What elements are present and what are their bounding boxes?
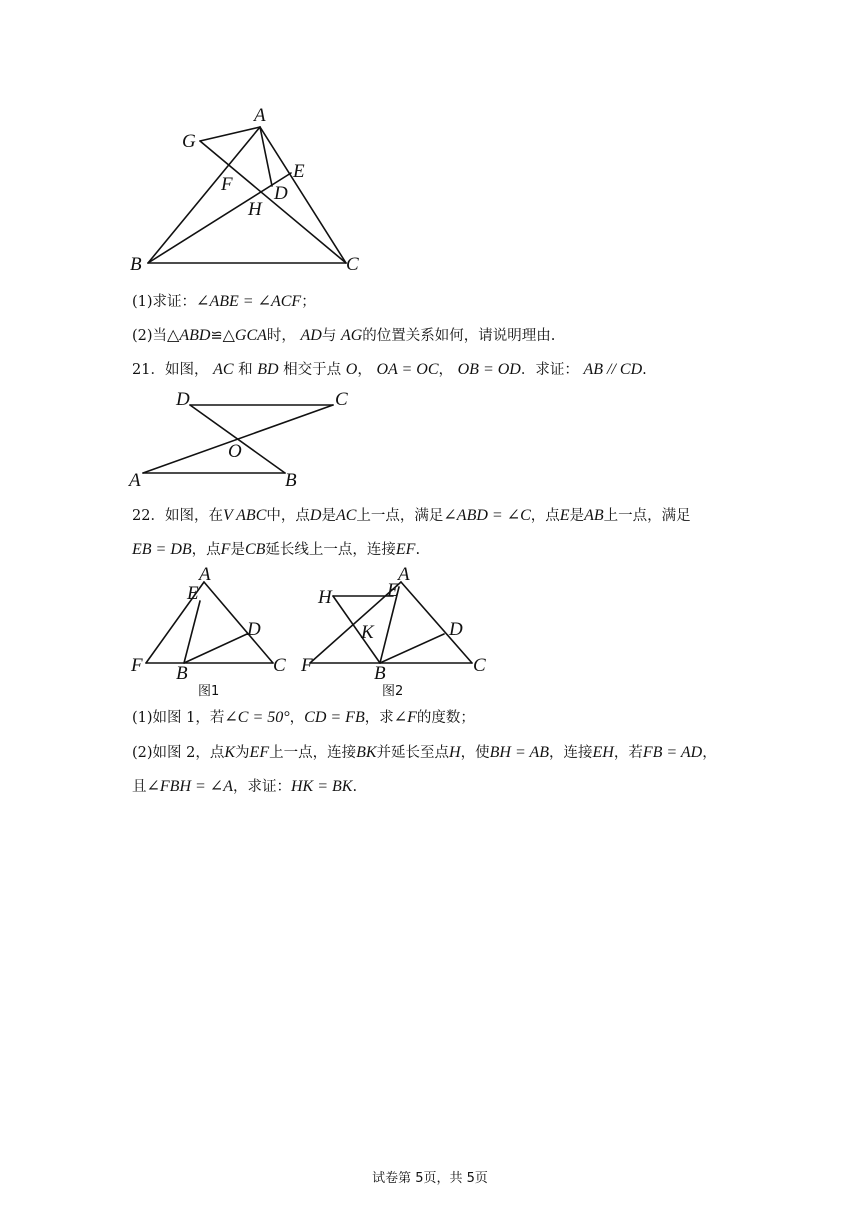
label-A: A	[398, 564, 410, 585]
label-O: O	[228, 441, 242, 462]
label-E: E	[293, 161, 305, 182]
label-B: B	[176, 663, 188, 684]
label-A: A	[254, 105, 266, 126]
label-C: C	[346, 254, 359, 275]
q21-statement: 21．如图， AC 和 BD 相交于点 O， OA = OC， OB = OD．求证： AB // CD.	[132, 361, 647, 378]
label-F: F	[301, 655, 313, 676]
label-A: A	[129, 470, 141, 491]
caption-figure-2: 图2	[382, 684, 404, 699]
label-B: B	[130, 254, 142, 275]
label-B: B	[285, 470, 297, 491]
page-footer: 试卷第 5页，共 5页	[372, 1171, 488, 1186]
label-D: D	[449, 619, 463, 640]
figure-q22-2	[298, 565, 493, 700]
label-D: D	[274, 183, 288, 204]
label-E: E	[387, 580, 399, 601]
label-A: A	[199, 564, 211, 585]
q20-part2: (2)当△ABD≌△GCA时， AD与 AG的位置关系如何，请说明理由.	[132, 327, 556, 344]
label-C: C	[473, 655, 486, 676]
q22-statement-line2: EB = DB，点F是CB延长线上一点，连接EF.	[132, 541, 421, 558]
label-D: D	[247, 619, 261, 640]
label-F: F	[131, 655, 143, 676]
label-G: G	[182, 131, 196, 152]
label-C: C	[335, 389, 348, 410]
figure-q21	[125, 388, 365, 490]
figure-q22-1	[128, 565, 298, 700]
q22-part3: 且∠FBH = ∠A，求证：HK = BK.	[132, 778, 358, 795]
label-F: F	[221, 174, 233, 195]
label-H: H	[248, 199, 262, 220]
q22-part1: (1)如图 1，若∠C = 50°，CD = FB，求∠F的度数；	[132, 709, 475, 726]
caption-figure-1: 图1	[198, 684, 220, 699]
q20-part1: (1)求证：∠ABE = ∠ACF；	[132, 293, 316, 310]
label-C: C	[273, 655, 286, 676]
figure-q20	[120, 105, 380, 280]
label-K: K	[361, 622, 374, 643]
label-H: H	[318, 587, 332, 608]
label-E: E	[187, 583, 199, 604]
label-D: D	[176, 389, 190, 410]
label-B: B	[374, 663, 386, 684]
q22-part2: (2)如图 2，点K为EF上一点，连接BK并延长至点H，使BH = AB，连接EH，若FB = AD，	[132, 744, 717, 761]
q22-statement-line1: 22．如图，在V ABC中，点D是AC上一点，满足∠ABD = ∠C，点E是AB上一点，满足	[132, 507, 691, 524]
